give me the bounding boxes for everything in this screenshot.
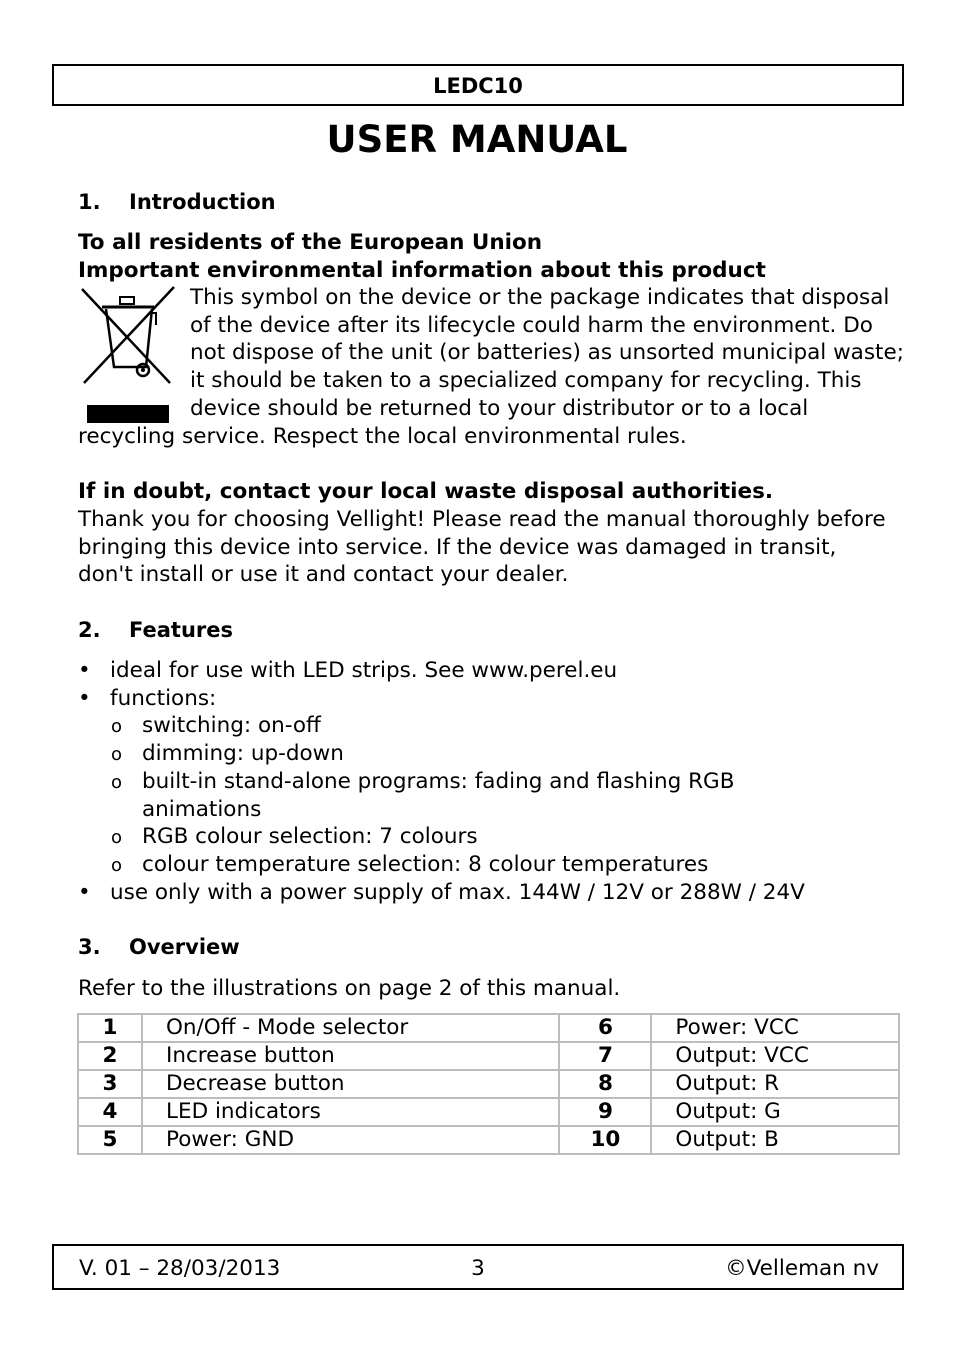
environment-info-line: Important environmental information about this product [78, 258, 766, 283]
section-heading-features [78, 616, 233, 644]
bullet: • [78, 879, 91, 905]
section-title: Introduction [129, 190, 276, 214]
overview-intro: Refer to the illustrations on page 2 of this manual. [78, 976, 621, 1001]
table-row: 3 Decrease button 8 Output: R [78, 1070, 899, 1098]
copyright: ©Velleman nv [725, 1256, 879, 1281]
sub-bullet: o [111, 854, 123, 876]
doubt-line: If in doubt, contact your local waste disposal authorities. [78, 479, 774, 504]
footer [52, 1244, 904, 1290]
sub-list-item: o switching: on-off [78, 712, 805, 740]
section-heading-introduction [78, 188, 276, 216]
sub-bullet: o [111, 827, 123, 849]
section-title: Overview [129, 935, 240, 959]
sub-bullet: o [111, 716, 123, 738]
eu-residents-line: To all residents of the European Union [78, 230, 543, 255]
page-title: USER MANUAL [326, 118, 628, 161]
table-row: 2 Increase button 7 Output: VCC [78, 1042, 899, 1070]
section-number: 3. [78, 935, 101, 959]
table-row: 5 Power: GND 10 Output: B [78, 1126, 899, 1154]
features-list [78, 657, 805, 906]
version-date: V. 01 – 28/03/2013 [79, 1256, 281, 1281]
list-item: • ideal for use with LED strips. See www.perel.eu [78, 658, 618, 683]
section-title: Features [129, 618, 233, 642]
sub-list-item: o dimming: up-down [78, 740, 805, 768]
sub-bullet: o [111, 771, 123, 793]
model-name: LEDC10 [433, 74, 523, 98]
overview-table [77, 1013, 900, 1155]
section-heading-overview [78, 933, 240, 961]
section-number: 1. [78, 190, 101, 214]
bullet: • [78, 685, 91, 711]
sub-bullet: o [111, 744, 123, 766]
sub-list-item-continued: animations [142, 796, 262, 822]
page-number: 3 [471, 1256, 485, 1281]
list-item: • functions: [78, 685, 217, 711]
sub-list-item: o colour temperature selection: 8 colour temperatures [78, 851, 805, 879]
sub-list-item: o RGB colour selection: 7 colours [78, 823, 805, 851]
list-item: • use only with a power supply of max. 144W / 12V or 288W / 24V [78, 879, 805, 905]
table-row: 4 LED indicators 9 Output: G [78, 1098, 899, 1126]
header-model-box [52, 64, 904, 106]
bullet: • [78, 658, 91, 683]
weee-paragraph: This symbol on the device or the package indicates that disposal of the device after its lifecycle could harm the environment. Do not dispose of the unit (or batteries) as unsorted municipal waste; it should be taken to a specialized company for recycling. This device should be returned to your distributor or to a local recycling service. Respect the local environmental rules. [78, 285, 904, 449]
sub-list-item: o built-in stand-alone programs: fading and flashing RGB [78, 768, 805, 796]
section-number: 2. [78, 618, 101, 642]
table-row: 1 On/Off - Mode selector 6 Power: VCC [78, 1014, 899, 1042]
thanks-paragraph: Thank you for choosing Vellight! Please read the manual thoroughly before bringing this device into service. If the device was damaged in transit, don't install or use it and contact your dealer. [78, 507, 886, 588]
